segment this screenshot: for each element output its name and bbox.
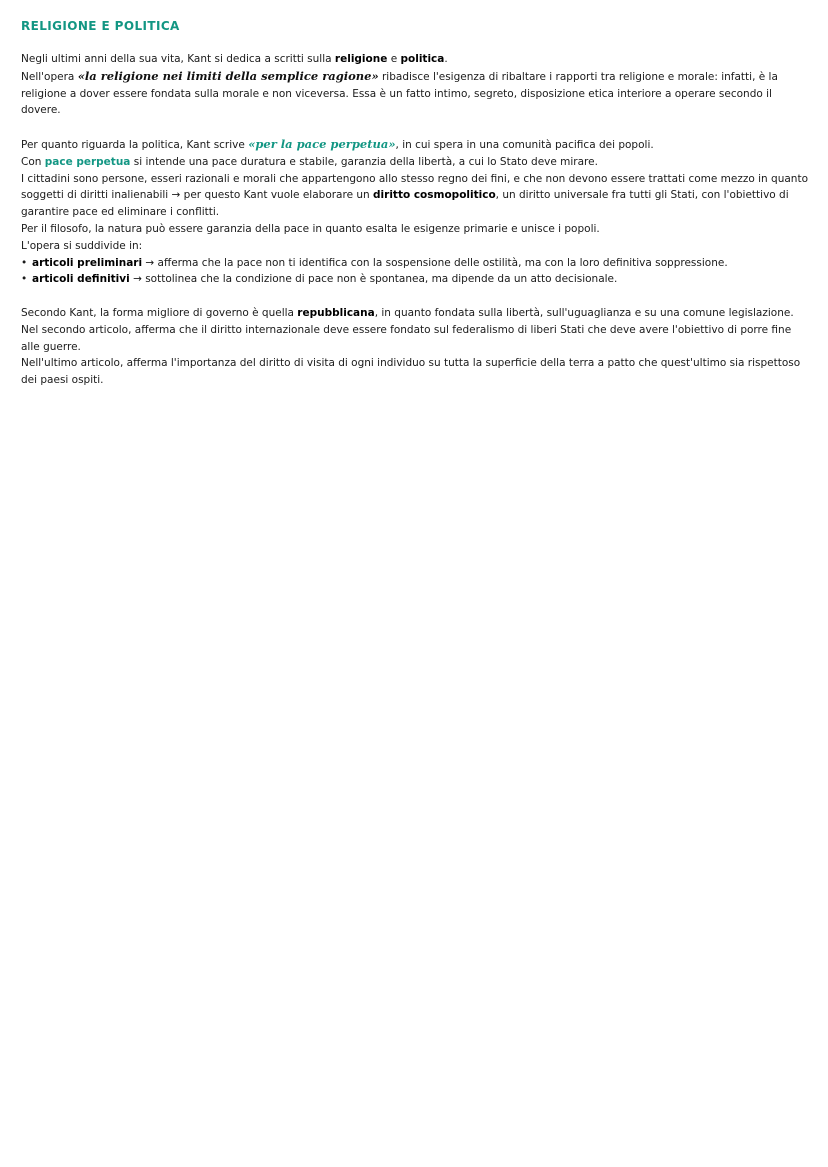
text: e — [387, 53, 401, 65]
text: , in cui spera in una comunità pacifica dei popoli. — [395, 138, 654, 151]
bold-religione: religione — [334, 53, 388, 65]
bold-articoli-preliminari: articoli preliminari — [32, 256, 143, 269]
bold-politica: politica — [400, 53, 445, 65]
document-page — [21, 18, 811, 389]
text: → afferma che la pace non ti identifica con la sospensione delle ostilità, ma con la loro definitiva soppressione. — [142, 256, 728, 269]
paragraph-religione — [21, 68, 811, 119]
text: Negli ultimi anni della sua vita, Kant si dedica a scritti sulla — [21, 53, 335, 65]
paragraph-intro — [21, 51, 811, 68]
paragraph-pace-perpetua — [21, 154, 811, 171]
paragraph-ultimo-articolo: Nell'ultimo articolo, afferma l'importanza del diritto di visita di ogni individuo su tutta la superficie della terra a patto che quest'ultimo sia rispettoso dei paesi ospiti. — [21, 357, 801, 387]
bold-repubblicana: repubblicana — [297, 306, 375, 319]
text: , in quanto fondata sulla libertà, sull'uguaglianza e su una comune legislazione. — [374, 306, 794, 319]
text: I cittadini sono persone, esseri razionali e morali che appartengono allo stesso regno dei fini, e che non devono essere trattati come mezzo in quanto soggetti di diritti inalienabili → per questo Kant vuole elaborare un — [21, 172, 809, 202]
text: → sottolinea che la condizione di pace non è spontanea, ma dipende da un atto decisionale. — [129, 273, 618, 286]
paragraph-politica — [21, 136, 811, 154]
list-item — [21, 255, 811, 272]
spacer — [21, 119, 811, 136]
bullet-list — [21, 255, 811, 289]
text: Secondo Kant, la forma migliore di governo è quella — [21, 306, 298, 319]
paragraph-cittadini — [21, 171, 811, 221]
text: , un diritto universale fra tutti gli Stati, con l'obiettivo di garantire pace ed eliminare i conflitti. — [21, 189, 789, 219]
paragraph-suddivisione: L'opera si suddivide in: — [21, 239, 143, 252]
bold-diritto-cosmopolitico: diritto cosmopolitico — [373, 189, 496, 202]
text: . — [444, 53, 448, 65]
term-pace-perpetua: pace perpetua — [44, 155, 131, 168]
paragraph-secondo-articolo: Nel secondo articolo, afferma che il diritto internazionale deve essere fondato sul federalismo di liberi Stati che deve avere l'obiettivo di porre fine alle guerre. — [21, 323, 792, 353]
paragraph-natura: Per il filosofo, la natura può essere garanzia della pace in quanto esalta le esigenze primarie e unisce i popoli. — [21, 222, 600, 235]
text: Con — [21, 155, 45, 168]
paragraph-governo — [21, 305, 811, 322]
text: Per quanto riguarda la politica, Kant scrive — [21, 138, 249, 151]
section-title: RELIGIONE E POLITICA — [21, 19, 180, 33]
work-title-pace-perpetua: «per la pace perpetua» — [248, 136, 396, 151]
spacer — [21, 288, 811, 305]
text: Nell'opera — [21, 70, 78, 83]
text: si intende una pace duratura e stabile, garanzia della libertà, a cui lo Stato deve mirare. — [130, 155, 598, 168]
text: ribadisce l'esigenza di ribaltare i rapporti tra religione e morale: infatti, è la religione a dover essere fondata sulla morale e non viceversa. Essa è un fatto intimo, segreto, disposizione etica interiore a operare secondo il dovere. — [21, 70, 778, 117]
bold-articoli-definitivi: articoli definitivi — [32, 273, 130, 286]
work-title-religione: «la religione nei limiti della semplice ragione» — [77, 68, 379, 83]
list-item — [21, 271, 811, 288]
